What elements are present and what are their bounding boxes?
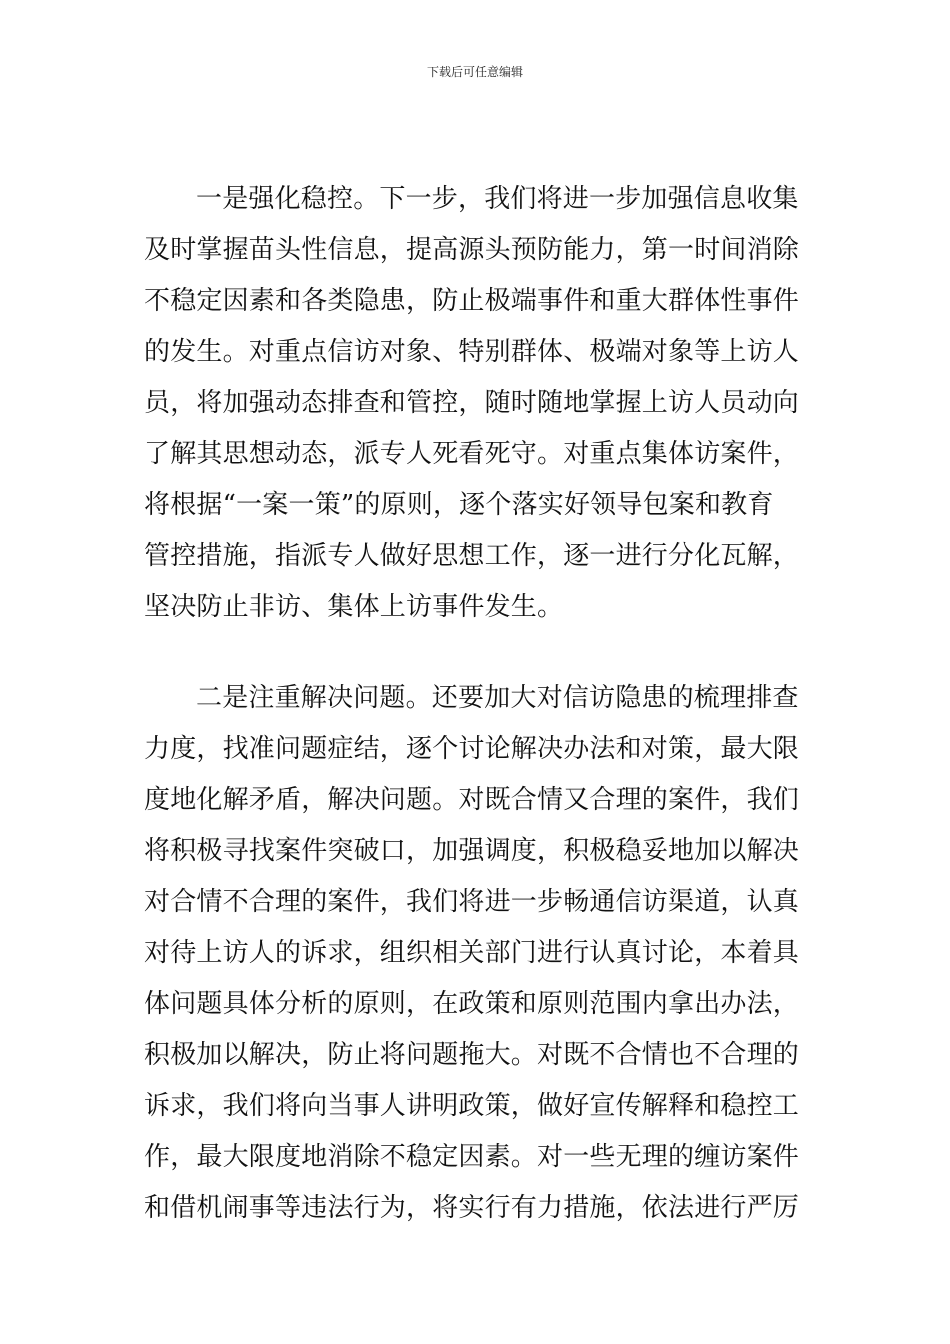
page-header: 下载后可任意编辑 (426, 65, 523, 79)
paragraph-line: 对合情不合理的案件，我们将进一步畅通信访渠道，认真 (144, 887, 800, 917)
paragraph-line: 和借机闹事等违法行为，将实行有力措施，依法进行严厉 (144, 1193, 800, 1223)
paragraph-line: 作，最大限度地消除不稳定因素。对一些无理的缠访案件 (144, 1142, 800, 1172)
paragraph-line: 将积极寻找案件突破口，加强调度，积极稳妥地加以解决 (144, 836, 800, 866)
paragraph-line: 坚决防止非访、集体上访事件发生。 (144, 592, 564, 622)
paragraph-line: 管控措施，指派专人做好思想工作，逐一进行分化瓦解， (144, 541, 800, 571)
paragraph-line: 积极加以解决，防止将问题拖大。对既不合情也不合理的 (144, 1040, 800, 1070)
paragraph-line: 将根据“一案一策”的原则，逐个落实好领导包案和教育 (144, 490, 774, 520)
paragraph-line: 员，将加强动态排查和管控，随时随地掌握上访人员动向 (144, 388, 800, 418)
paragraph-line: 体问题具体分析的原则，在政策和原则范围内拿出办法， (144, 989, 800, 1019)
paragraph-line: 一是强化稳控。下一步，我们将进一步加强信息收集 (196, 184, 799, 214)
paragraph-line: 了解其思想动态，派专人死看死守。对重点集体访案件， (144, 439, 800, 469)
paragraph-line: 及时掌握苗头性信息，提高源头预防能力，第一时间消除 (144, 235, 800, 265)
paragraph-line: 二是注重解决问题。还要加大对信访隐患的梳理排查 (196, 683, 799, 713)
paragraph-line: 不稳定因素和各类隐患，防止极端事件和重大群体性事件 (144, 286, 800, 316)
paragraph-stabilization (144, 174, 808, 633)
paragraph-line: 诉求，我们将向当事人讲明政策，做好宣传解释和稳控工 (144, 1091, 800, 1121)
paragraph-line: 对待上访人的诉求，组织相关部门进行认真讨论，本着具 (144, 938, 800, 968)
paragraph-problem-solving (144, 673, 808, 1234)
paragraph-line: 度地化解矛盾，解决问题。对既合情又合理的案件，我们 (144, 785, 800, 815)
paragraph-line: 的发生。对重点信访对象、特别群体、极端对象等上访人 (144, 337, 800, 367)
paragraph-line: 力度，找准问题症结，逐个讨论解决办法和对策，最大限 (144, 734, 800, 764)
